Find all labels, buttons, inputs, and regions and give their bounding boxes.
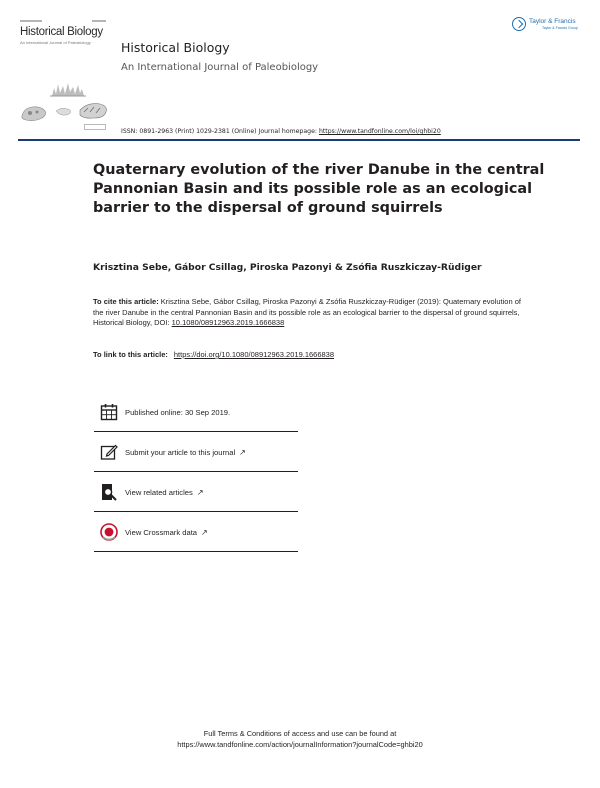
- fossil-illustration-icon: [18, 66, 110, 126]
- related-articles-label: View related articles: [125, 488, 193, 497]
- article-doi-link[interactable]: https://doi.org/10.1080/08912963.2019.1666838: [173, 350, 335, 359]
- journal-title: Historical Biology: [121, 40, 230, 55]
- related-articles-link[interactable]: [125, 488, 204, 497]
- cover-header-rule: [20, 20, 106, 24]
- cover-journal-subtitle: An International Journal of Paleobiology: [20, 40, 91, 45]
- footer-terms-link[interactable]: https://www.tandfonline.com/action/journalInformation?journalCode=ghbi20: [177, 740, 423, 749]
- link-label: To link to this article:: [93, 350, 168, 359]
- header-divider: [18, 139, 580, 141]
- publisher-logo[interactable]: [512, 17, 584, 35]
- published-online-row: [94, 392, 298, 432]
- journal-homepage-link[interactable]: https://www.tandfonline.com/loi/ghbi20: [318, 128, 441, 135]
- citation-text: Krisztina Sebe, Gábor Csillag, Piroska Pazonyi & Zsófia Ruszkiczay-Rüdiger (2019): Quaternary evolution of the river Danube in the central Pannonian Basin and its possible role as an ecological barrier to the dispersal of ground squirrels, Historical Biology, DOI:: [93, 297, 521, 327]
- publisher-tagline: Taylor & Francis Group: [542, 26, 578, 30]
- submit-article-link[interactable]: [125, 448, 246, 457]
- citation-doi-link[interactable]: 10.1080/08912963.2019.1666838: [171, 318, 285, 327]
- journal-cover-thumbnail: [18, 18, 110, 134]
- cover-journal-title: Historical Biology: [20, 26, 103, 38]
- cover-publisher-logo: [84, 124, 106, 130]
- publisher-name: Taylor & Francis: [529, 18, 576, 25]
- footer: [0, 728, 600, 750]
- crossmark-icon: [99, 522, 119, 542]
- search-document-icon: [99, 482, 119, 502]
- calendar-icon: [99, 402, 119, 422]
- external-link-icon: ↗: [201, 528, 208, 537]
- crossmark-label: View Crossmark data: [125, 528, 198, 537]
- article-authors: Krisztina Sebe, Gábor Csillag, Piroska Pazonyi & Zsófia Ruszkiczay-Rüdiger: [93, 262, 482, 273]
- journal-subtitle: An International Journal of Paleobiology: [121, 62, 319, 73]
- external-link-icon: ↗: [239, 448, 246, 457]
- submit-article-row[interactable]: [94, 432, 298, 472]
- submit-article-label: Submit your article to this journal: [125, 448, 236, 457]
- link-to-article: [93, 350, 334, 359]
- external-link-icon: ↗: [196, 488, 204, 497]
- issn-line: [121, 128, 441, 135]
- issn-text: ISSN: 0891-2963 (Print) 1029-2381 (Online) Journal homepage:: [121, 128, 319, 135]
- edit-icon: [99, 442, 119, 462]
- footer-terms-text: Full Terms & Conditions of access and use can be found at: [203, 729, 397, 738]
- related-articles-row[interactable]: [94, 472, 298, 512]
- article-title: Quaternary evolution of the river Danube in the central Pannonian Basin and its possible role as an ecological barrier to the dispersal of ground squirrels: [93, 162, 545, 216]
- citation-label: To cite this article:: [93, 297, 159, 306]
- publisher-logo-icon: [512, 17, 526, 31]
- crossmark-link[interactable]: [125, 528, 208, 537]
- citation-block: [93, 297, 533, 329]
- crossmark-row[interactable]: [94, 512, 298, 552]
- published-online-label: Published online: 30 Sep 2019.: [125, 408, 231, 417]
